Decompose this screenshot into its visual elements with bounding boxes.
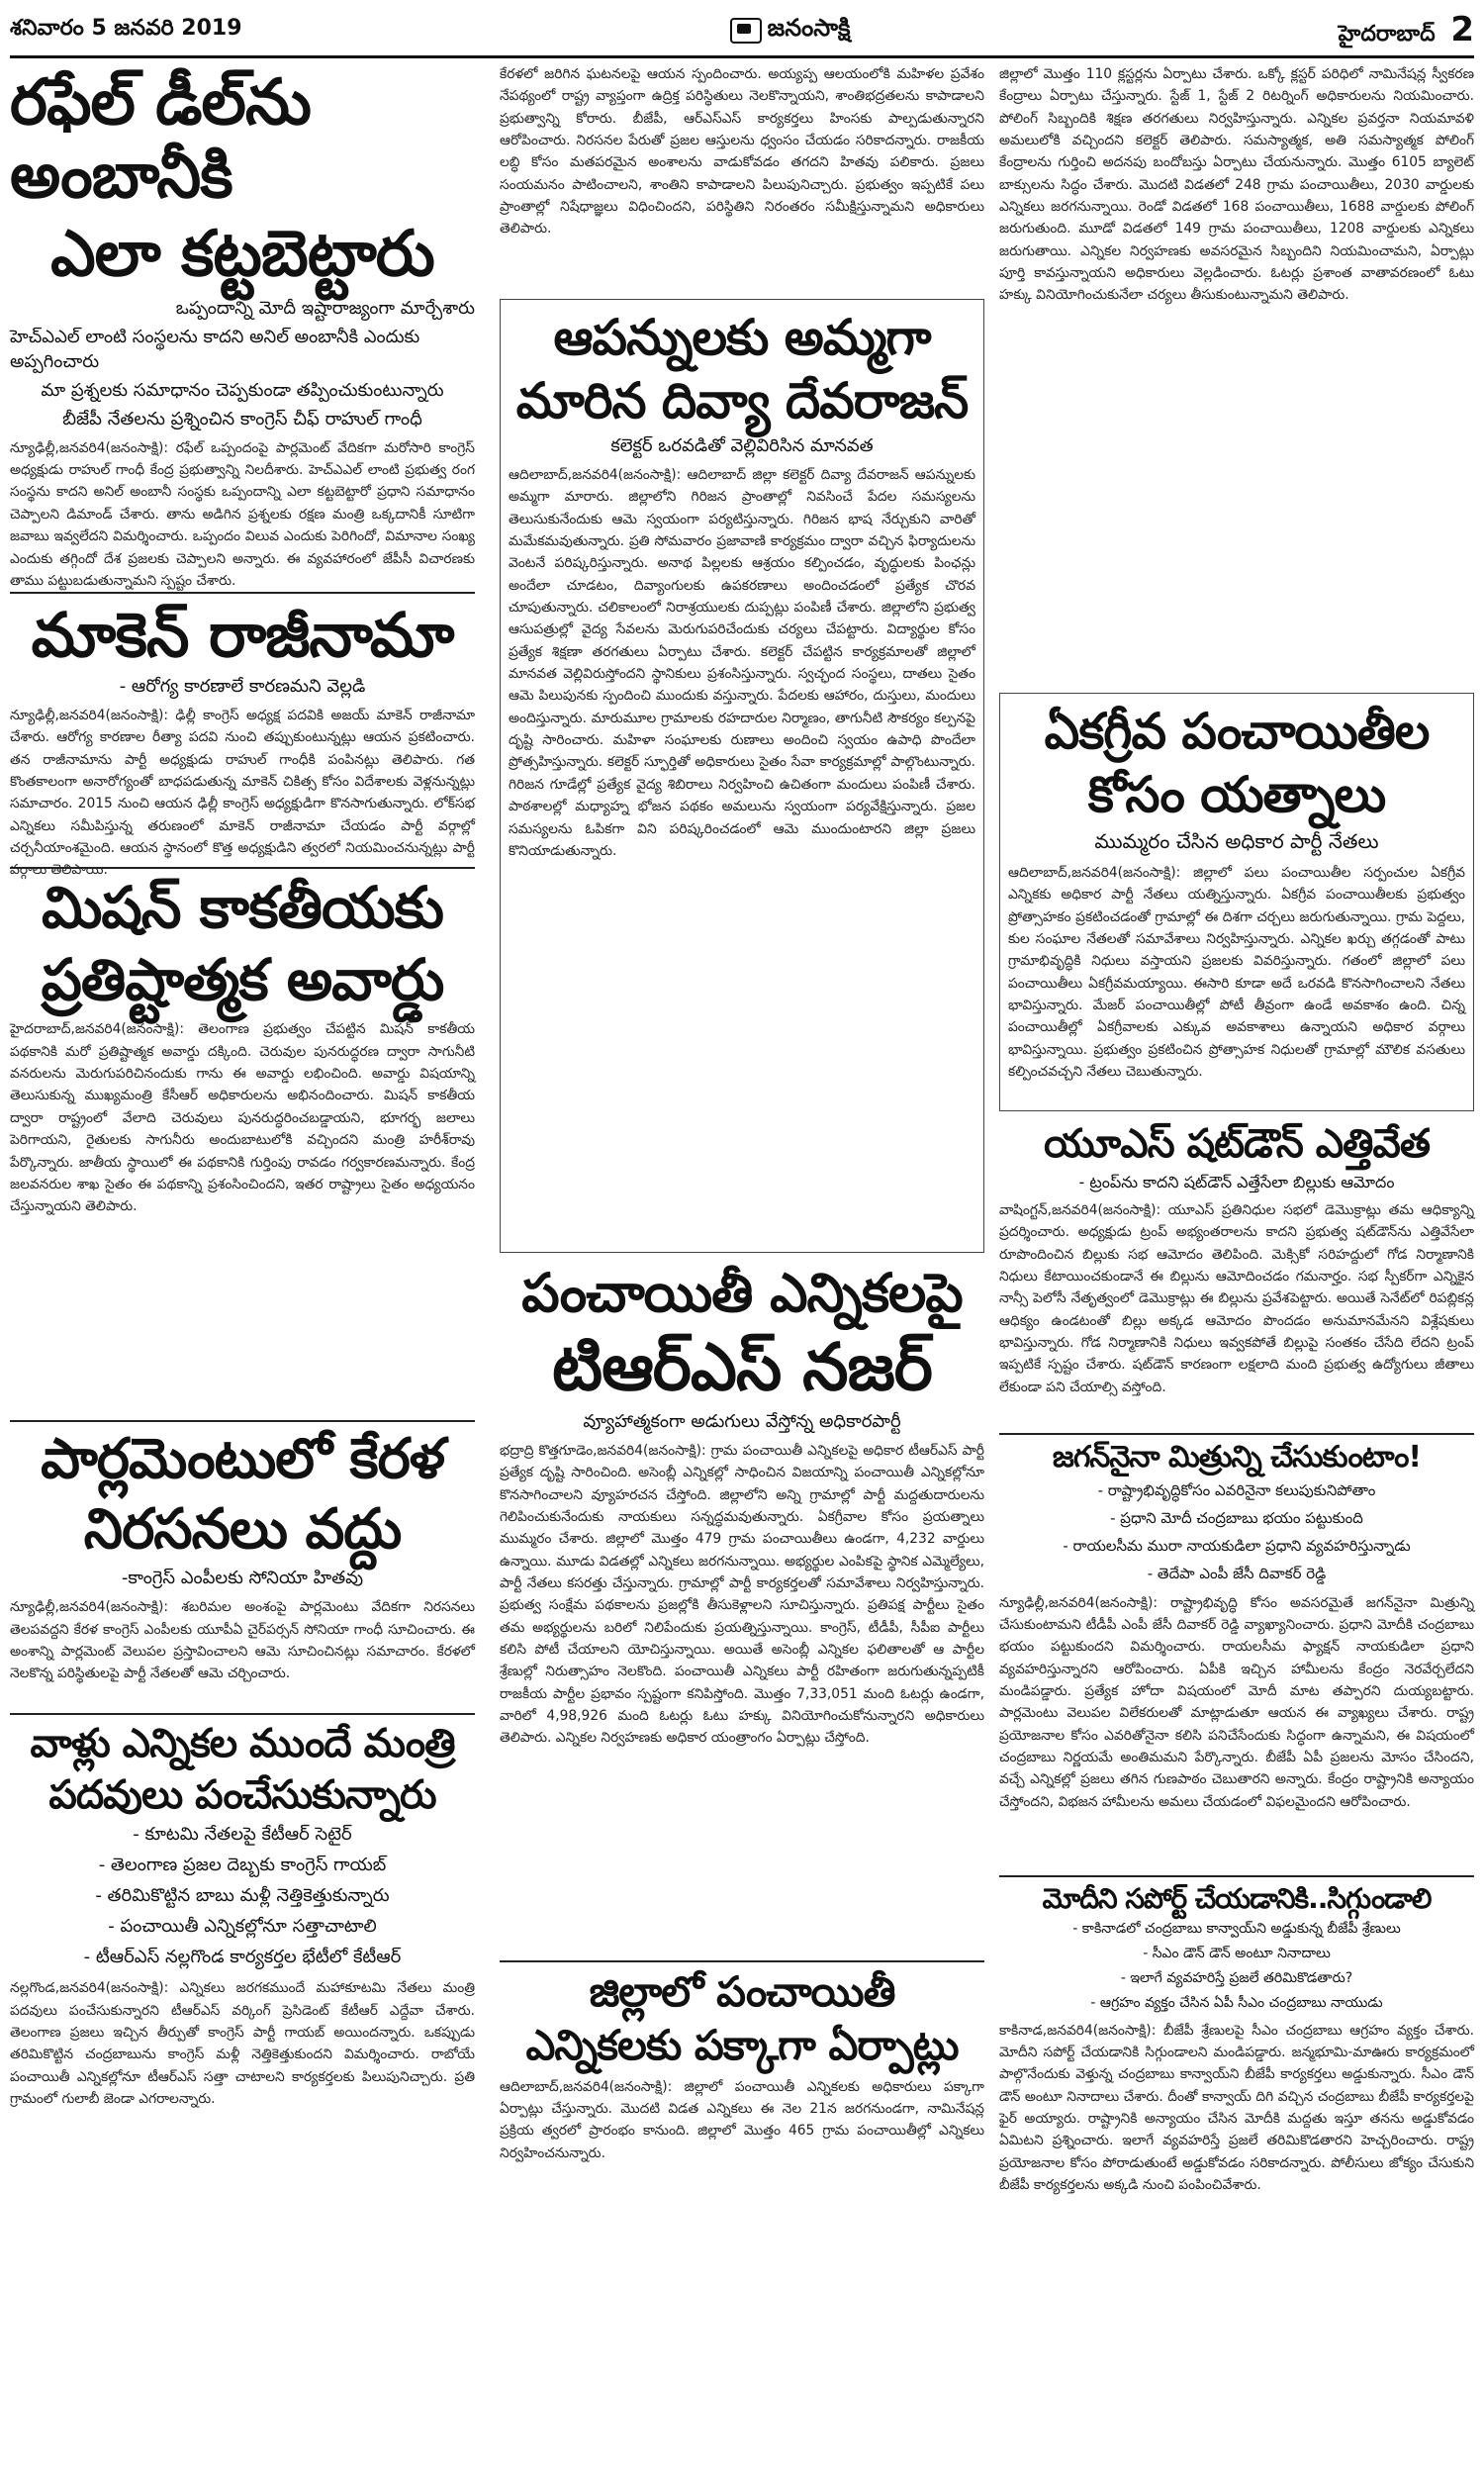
article-body: హైదరాబాద్,జనవరి4(జనంసాక్షి): తెలంగాణ ప్రభుత్వం చేపట్టిన మిషన్ కాకతీయ పథకానికి మరో ప్రతిష్టాత్మక అవార్డు దక్కింది. చెరువుల పునరుద్ధరణ ద్వారా సాగునీటి వనరులను మెరుగుపరిచినందుకు గాను ఈ అవార్డు లభించింది. అవార్డు విషయాన్ని తెలుసుకున్న ముఖ్యమంత్రి కేసీఆర్ అధికారులను అభినందించారు. మిషన్ కాకతీయ ద్వారా రాష్ట్రంలో వేలాది చెరువులు పునరుద్ధరించబడ్డాయని, భూగర్భ జలాలు పెరిగాయని, రైతులకు సాగునీరు అందుబాటులోకి వచ్చిందని మంత్రి హరీశ్‌రావు పేర్కొన్నారు. జాతీయ స్థాయిలో ఈ పథకానికి గుర్తింపు రావడం గర్వకారణమన్నారు. కేంద్ర జలవనరుల శాఖ సైతం ఈ పథకాన్ని ప్రశంసించిందని, ఇతర రాష్ట్రాలు సైతం అధ్యయనం చేస్తున్నాయని తెలిపారు.: [10, 1021, 475, 1215]
article-rafale: [10, 66, 475, 589]
paper-title: జనంసాక్షి: [767, 14, 851, 42]
article-body: భద్రాద్రి కొత్తగూడెం,జనవరి4(జనంసాక్షి): గ్రామ పంచాయితీ ఎన్నికలపై అధికార టీఆర్ఎస్ పార్టీ ప్రత్యేక దృష్టి సారించింది. అసెంబ్లీ ఎన్నికల్లో సాధించిన విజయాన్ని పంచాయితీ ఎన్నికల్లోనూ కొనసాగించాలని వ్యూహరచన చేస్తోంది. జిల్లాలోని అన్ని గ్రామాల్లో పార్టీ మద్దతుదారులను గెలిపించుకునేందుకు నాయకులు సన్నద్ధమవుతున్నారు. ఏకగ్రీవాల కోసం ప్రయత్నాలు ముమ్మరం చేశారు. జిల్లాలో మొత్తం 479 గ్రామ పంచాయితీలు ఉండగా, 4,232 వార్డులు ఉన్నాయి. మూడు విడతల్లో ఎన్నికలు జరగనున్నాయి. అభ్యర్థుల ఎంపికపై స్థానిక ఎమ్మెల్యేలు, పార్టీ నేతలు కసరత్తు చేస్తున్నారు. గ్రామాల్లో పార్టీ కార్యకర్తలతో సమావేశాలు నిర్వహిస్తున్నారు. ప్రభుత్వ సంక్షేమ పథకాలను ప్రజల్లోకి తీసుకెళ్లాలని సూచిస్తున్నారు. ప్రతిపక్ష పార్టీలు సైతం తమ అభ్యర్థులను బరిలో నిలిపేందుకు ప్రయత్నిస్తున్నాయి. కాంగ్రెస్, టీడీపీ, సీపీఐ పార్టీలు కలిసి పోటీ చేయాలని యోచిస్తున్నాయి. అయితే అసెంబ్లీ ఎన్నికల ఫలితాలతో ఆ పార్టీల శ్రేణుల్లో నిరుత్సాహం నెలకొంది. పంచాయితీ ఎన్నికలు పార్టీ రహితంగా జరుగుతున్నప్పటికీ రాజకీయ పార్టీల ప్రభావం స్పష్టంగా కనిపిస్తోంది. మొత్తం 7,33,051 మంది ఓటర్లు ఉండగా, వారిలో 4,98,926 మంది ఓటర్లు ఓటు హక్కు వినియోగించుకోనున్నారని అధికారులు తెలిపారు. ఎన్నికల నిర్వహణకు అధికార యంత్రాంగం ఏర్పాట్లు చేస్తోంది.: [500, 1442, 984, 1747]
article-unanimous-panchayats: [999, 693, 1474, 1111]
article-jc-diwakar: [999, 1441, 1474, 1869]
divider: [10, 1420, 475, 1422]
newspaper-logo-icon: [730, 18, 762, 44]
headline-unanimous-line1: ఏకగ్రీవ పంచాయితీల: [1044, 703, 1430, 760]
edition-city: హైదరాబాద్: [1338, 22, 1436, 47]
headline-ktr-line1: వాళ్లు ఎన్నికల ముందే మంత్రి: [30, 1721, 455, 1767]
subhead: మా ప్రశ్నలకు సమాధానం చెప్పకుండా తప్పించుకుంటున్నారు: [41, 379, 444, 401]
bullet-point: - రాయలసీమ మురా నాయకుడిలా ప్రధాని వ్యవహరిస్తున్నాడు: [1063, 1536, 1411, 1555]
bullet-point: - తెలంగాణ ప్రజల దెబ్బకు కాంగ్రెస్ గాయబ్: [98, 1855, 387, 1876]
divider: [10, 1713, 475, 1715]
article-ktr: [10, 1721, 475, 2126]
divider: [500, 1960, 984, 1962]
headline-maken: మాకెన్ రాజీనామా: [31, 598, 454, 671]
bullet-point: - ఆగ్రహం వ్యక్తం చేసిన ఏపీ సీఎం చంద్రబాబు నాయుడు: [1090, 1994, 1383, 2011]
article-mission-kakatiya: [10, 875, 475, 1414]
article-continuation: జిల్లాలో మొత్తం 110 క్లస్టర్లను ఏర్పాటు చేశారు. ఒక్కో క్లస్టర్ పరిధిలో నామినేషన్ల స్వీకరణ కేంద్రాలు ఏర్పాటు చేస్తున్నారు. స్టేజ్ 1, స్టేజ్ 2 రిటర్నింగ్ అధికారులను నియమించారు. పోలింగ్ సిబ్బందికి శిక్షణ తరగతులు నిర్వహిస్తున్నారు. ఎన్నికల ప్రవర్తనా నియమావళి అమలులోకి వచ్చిందని కలెక్టర్ తెలిపారు. సమస్యాత్మక, అతి సమస్యాత్మక పోలింగ్ కేంద్రాలను గుర్తించి అదనపు బందోబస్తు ఏర్పాటు చేయనున్నారు. మొత్తం 6105 బ్యాలెట్ బాక్సులను సిద్ధం చేశారు. మొదటి విడతలో 248 గ్రామ పంచాయితీలు, 2030 వార్డులకు ఎన్నికలు జరగనున్నాయి. రెండో విడతలో 168 పంచాయితీలు, 1688 వార్డులకు పోలింగ్ జరుగుతుంది. మూడో విడతలో 149 గ్రామ పంచాయితీలు, 1208 వార్డులకు ఎన్నికలు జరుగుతాయి. ఎన్నికల నిర్వహణకు అవసరమైన సిబ్బందిని నియమించామని, ఏర్పాట్లు పూర్తి కావస్తున్నాయని అధికారులు వెల్లడించారు. ఓటర్లు ప్రశాంత వాతావరణంలో ఓటు హక్కు వినియోగించుకునేలా చర్యలు తీసుకుంటున్నామని తెలిపారు.: [999, 66, 1474, 304]
subhead: ఒప్పందాన్ని మోదీ ఇష్టారాజ్యంగా మార్చేశారు: [175, 297, 475, 319]
article-maken: [10, 598, 475, 879]
edition: [1339, 10, 1474, 51]
masthead: [10, 6, 1474, 58]
headline-kakatiya-line2: ప్రతిష్టాత్మక అవార్డు: [41, 945, 444, 1013]
bullet-point: - కాకినాడలో చంద్రబాబు కాన్వాయ్‌ని అడ్డుకున్న బీజేపీ శ్రేణులు: [1072, 1920, 1401, 1937]
article-body: ఆదిలాబాద్,జనవరి4(జనంసాక్షి): జిల్లాలో పలు పంచాయితీల సర్పంచుల ఏకగ్రీవ ఎన్నికకు అధికార పార్టీ నేతలు యత్నిస్తున్నారు. ఏకగ్రీవ పంచాయితీలకు ప్రభుత్వం ప్రోత్సాహకం ప్రకటించడంతో గ్రామాల్లో ఈ దిశగా చర్చలు జరుగుతున్నాయి. గ్రామ పెద్దలు, కుల సంఘాల నేతలతో సమావేశాలు నిర్వహిస్తున్నారు. ఎన్నికల ఖర్చు తగ్గడంతో పాటు గ్రామాభివృద్ధికి నిధులు వస్తాయని ప్రజలకు వివరిస్తున్నారు. గతంలో జిల్లాలో పలు పంచాయితీలు ఏకగ్రీవమయ్యాయి. ఈసారి కూడా అదే ఒరవడి కొనసాగించాలని నేతలు భావిస్తున్నారు. మేజర్ పంచాయితీల్లో పోటీ తీవ్రంగా ఉండే అవకాశం ఉంది. చిన్న పంచాయితీల్లో ఏకగ్రీవాలకు ఎక్కువ అవకాశాలు ఉన్నాయని అధికార వర్గాలు భావిస్తున్నాయి. ప్రభుత్వం ప్రకటించిన ప్రోత్సాహక నిధులతో గ్రామాల్లో మౌలిక వసతులు కల్పించవచ్చని నేతలు చెబుతున్నారు.: [1008, 865, 1465, 1081]
headline-shutdown: యూఎస్ షట్‌డౌన్ ఎత్తివేత: [1043, 1121, 1430, 1167]
divider: [999, 1433, 1474, 1435]
article-body: కాకినాడ,జనవరి4(జనంసాక్షి): బీజేపీ శ్రేణులపై సీఎం చంద్రబాబు ఆగ్రహం వ్యక్తం చేశారు. మోదీని సపోర్ట్ చేయడానికి సిగ్గుండాలని మండిపడ్డారు. జన్మభూమి-మాఊరు కార్యక్రమంలో పాల్గొనేందుకు వెళ్తున్న చంద్రబాబు కాన్వాయ్‌ని బీజేపీ కార్యకర్తలు అడ్డుకున్నారు. సీఎం డౌన్ డౌన్ అంటూ నినాదాలు చేశారు. దీంతో కాన్వాయ్ దిగి వచ్చిన చంద్రబాబు బీజేపీ కార్యకర్తలపై ఫైర్ అయ్యారు. రాష్ట్రానికి అన్యాయం చేసిన మోదీకి మద్దతు ఇస్తూ తనను అడ్డుకోవడం ఏమిటని ప్రశ్నించారు. ఇలాగే వ్యవహరిస్తే ప్రజలే తరిమికొడతారని హెచ్చరించారు. రాష్ట్ర ప్రయోజనాల కోసం పోరాడుతుంటే అడ్డుకోవడం సరికాదన్నారు. పోలీసులు జోక్యం చేసుకుని బీజేపీ కార్యకర్తలను అక్కడి నుంచి పంపించివేశారు.: [999, 2022, 1474, 2194]
subhead: హెచ్ఎఎల్ లాంటి సంస్థలను కాదని అనిల్ అంబానీకి ఎందుకు అప్పగించారు: [10, 326, 420, 372]
article-body: ఆదిలాబాద్,జనవరి4(జనంసాక్షి): జిల్లాలో పంచాయితీ ఎన్నికలకు అధికారులు పక్కాగా ఏర్పాట్లు చేస్తున్నారు. మొదటి విడత ఎన్నికలు ఈ నెల 21న జరగనుండగా, నామినేషన్ల ప్రక్రియ త్వరలో ప్రారంభం కానుంది. జిల్లాలో మొత్తం 465 గ్రామ పంచాయితీల్లో ఎన్నికలు నిర్వహించనున్నారు.: [500, 2078, 984, 2161]
bullet-point: - రాష్ట్రాభివృద్ధికోసం ఎవరినైనా కలుపుకునిపోతాం: [1097, 1480, 1376, 1499]
bullet-point: - టీఆర్ఎస్ నల్లగొండ కార్యకర్తల భేటీలో కేటీఆర్: [83, 1947, 402, 1968]
article-kerala-protests: [10, 1428, 475, 1707]
paper-name: [730, 14, 851, 48]
headline-trs-line1: పంచాయితీ ఎన్నికలపై: [521, 1262, 963, 1324]
subhead: ముమ్మరం చేసిన అధికార పార్టీ నేతలు: [1094, 829, 1379, 853]
article-body: న్యూఢిల్లీ,జనవరి4(జనంసాక్షి): ఢిల్లీ కాంగ్రెస్ అధ్యక్ష పదవికి అజయ్ మాకెన్ రాజీనామా చేశారు. ఆరోగ్య కారణాల రీత్యా పదవి నుంచి తప్పుకుంటున్నట్లు ఆయన ప్రకటించారు. తన రాజీనామాను పార్టీ అధ్యక్షుడు రాహుల్ గాంధీకి పంపినట్లు తెలిపారు. గత కొంతకాలంగా అనారోగ్యంతో బాధపడుతున్న మాకెన్ చికిత్స కోసం విదేశాలకు వెళ్లనున్నట్లు సమాచారం. 2015 నుంచి ఆయన ఢిల్లీ కాంగ్రెస్ అధ్యక్షుడిగా కొనసాగుతున్నారు. లోక్‌సభ ఎన్నికలు సమీపిస్తున్న తరుణంలో మాకెన్ రాజీనామా చేయడం పార్టీ వర్గాల్లో చర్చనీయాంశమైంది. ఆయన స్థానంలో కొత్త అధ్యక్షుడిని త్వరలో నియమించనున్నట్లు పార్టీ వర్గాలు తెలిపాయి.: [10, 708, 475, 879]
subhead: -కాంగ్రెస్ ఎంపీలకు సోనియా హితవు: [121, 1568, 364, 1589]
headline-modi-support: మోదీని సపోర్ట్ చేయడానికి..సిగ్గుండాలి: [1042, 1881, 1432, 1915]
article-modi-support: [999, 1883, 1474, 2307]
headline-jagan: జగన్‌నైనా మిత్రున్ని చేసుకుంటాం!: [1052, 1440, 1422, 1475]
article-body: నల్లగొండ,జనవరి4(జనంసాక్షి): ఎన్నికలు జరగకముందే మహాకూటమి నేతలు మంత్రి పదవులు పంచేసుకున్నారని టీఆర్ఎస్ వర్కింగ్ ప్రెసిడెంట్ కేటీఆర్ ఎద్దేవా చేశారు. తెలంగాణ ప్రజలు ఇచ్చిన తీర్పుతో కాంగ్రెస్ పార్టీ గాయబ్ అయిందన్నారు. ఒకప్పుడు తరిమికొట్టిన చంద్రబాబును కాంగ్రెస్ మళ్లీ నెత్తికెత్తుకుందని విమర్శించారు. రాబోయే పంచాయితీ ఎన్నికల్లోనూ టీఆర్ఎస్ సత్తా చాటాలని కార్యకర్తలకు పిలుపునిచ్చారు. ప్రతి గ్రామంలో గులాబీ జెండా ఎగరాలన్నారు.: [10, 1980, 475, 2107]
article-trs-panchayat: [500, 1263, 984, 1954]
headline-arrangements-line1: జిల్లాలో పంచాయితీ: [589, 1966, 895, 2016]
column-right: [999, 63, 1474, 2307]
subhead: కలెక్టర్ ఒరవడితో వెల్లివిరిసిన మానవత: [610, 435, 874, 456]
bullet-point: - తరిమికొట్టిన బాబు మళ్లీ నెత్తికెత్తుకున్నారు: [95, 1885, 390, 1907]
headline-kerala-line1: పార్లమెంటులో కేరళ: [41, 1427, 444, 1492]
headline-rafale-line2: ఎలా కట్టబెట్టారు: [50, 218, 434, 292]
subhead: వ్యూహాత్మకంగా అడుగులు వేస్తోన్న అధికారపార్టీ: [583, 1410, 901, 1432]
article-divya-devarajan: [500, 299, 984, 1253]
headline-kerala-line2: నిరసనలు వద్దు: [83, 1496, 402, 1562]
bullet-point: - సీఎం డౌన్ డౌన్ అంటూ నినాదాలు: [1143, 1945, 1331, 1961]
article-body: న్యూఢిల్లీ,జనవరి4(జనంసాక్షి): రఫేల్ ఒప్పందంపై పార్లమెంట్ వేదికగా మరోసారి కాంగ్రెస్ అధ్యక్షుడు రాహుల్ గాంధీ కేంద్ర ప్రభుత్వాన్ని నిలదీశారు. హెచ్ఎఎల్ లాంటి ప్రభుత్వ రంగ సంస్థను కాదని అనిల్ అంబానీ సంస్థకు ఒప్పందాన్ని ఎలా కట్టబెట్టారో ప్రధాని సమాధానం చెప్పాలని డిమాండ్ చేశారు. తాను అడిగిన ప్రశ్నలకు రక్షణ మంత్రి ఒక్కదానికీ సూటిగా జవాబు ఇవ్వలేదని విమర్శించారు. ఒప్పందం విలువ ఎందుకు పెరిగిందో, విమానాల సంఖ్య ఎందుకు తగ్గిందో దేశ ప్రజలకు చెప్పాలని అన్నారు. ఈ వ్యవహారంలో జేపీసీ విచారణకు తాము పట్టుబడుతున్నామని స్పష్టం చేశారు.: [10, 439, 475, 589]
headline-divya-line1: ఆపన్నులకు అమ్మగా: [553, 309, 931, 366]
headline-unanimous-line2: కోసం యత్నాలు: [1087, 765, 1386, 823]
headline-divya-line2: మారిన దివ్యా దేవరాజన్: [515, 371, 969, 429]
article-continuation: కేరళలో జరిగిన ఘటనలపై ఆయన స్పందించారు. అయ్యప్ప ఆలయంలోకి మహిళల ప్రవేశం నేపథ్యంలో రాష్ట్ర వ్యాప్తంగా ఉద్రిక్త పరిస్థితులు నెలకొన్నాయని, శాంతిభద్రతలను కాపాడాలని ప్రభుత్వాన్ని కోరారు. బీజేపీ, ఆర్ఎస్ఎస్ కార్యకర్తలు హింసకు పాల్పడుతున్నారని ఆరోపించారు. నిరసనల పేరుతో ప్రజల ఆస్తులను ధ్వంసం చేయడం సరికాదన్నారు. రాజకీయ లబ్ధి కోసం మతపరమైన అంశాలను వాడుకోవడం తగదని హితవు పలికారు. ప్రజలు సంయమనం పాటించాలని, శాంతిని కాపాడాలని పిలుపునిచ్చారు. ప్రభుత్వం ఇప్పటికే పలు ప్రాంతాల్లో నిషేధాజ్ఞలు విధించిందని, పరిస్థితిని నిరంతరం సమీక్షిస్తున్నామని అధికారులు తెలిపారు.: [500, 66, 984, 238]
bullet-point: - ఇలాగే వ్యవహరిస్తే ప్రజలే తరిమికొడతారు?: [1120, 1969, 1353, 1986]
subhead: - ట్రంప్‌ను కాదని షట్‌డౌన్ ఎత్తేసేలా బిల్లుకు ఆమోదం: [1078, 1173, 1395, 1191]
article-body: ఆదిలాబాద్,జనవరి4(జనంసాక్షి): ఆదిలాబాద్ జిల్లా కలెక్టర్ దివ్యా దేవరాజన్ ఆపన్నులకు అమ్మగా మారారు. జిల్లాలోని గిరిజన ప్రాంతాల్లో నివసించే పేదల సమస్యలను తెలుసుకునేందుకు ఆమె స్వయంగా పర్యటిస్తున్నారు. గిరిజన భాష నేర్చుకుని వారితో మమేకమవుతున్నారు. ప్రతి సోమవారం ప్రజావాణి కార్యక్రమం ద్వారా వచ్చిన ఫిర్యాదులను వెంటనే పరిష్కరిస్తున్నారు. అనాథ పిల్లలకు ఆశ్రయం కల్పించడం, వృద్ధులకు పింఛన్లు అందేలా చూడటం, దివ్యాంగులకు ఉపకరణాలు అందించడంలో ప్రత్యేక చొరవ చూపుతున్నారు. చలికాలంలో నిరాశ్రయులకు దుప్పట్లు పంపిణీ చేశారు. జిల్లాలోని ప్రభుత్వ ఆసుపత్రుల్లో వైద్య సేవలను మెరుగుపరిచేందుకు చర్యలు చేపట్టారు. విద్యార్థుల కోసం ప్రత్యేక శిక్షణా తరగతులు ఏర్పాటు చేశారు. కలెక్టర్ చేపట్టిన కార్యక్రమాలతో జిల్లాలో మానవత వెల్లివిరుస్తోందని స్థానికులు ప్రశంసిస్తున్నారు. స్వచ్ఛంద సంస్థలు, దాతలు సైతం ఆమె పిలుపునకు స్పందించి ముందుకు వస్తున్నారు. పేదలకు ఆహారం, దుస్తులు, మందులు అందిస్తున్నారు. మారుమూల గ్రామాలకు రహదారుల నిర్మాణం, తాగునీటి సౌకర్యం కల్పనపై దృష్టి సారించారు. మహిళా సంఘాలకు రుణాలు అందించి స్వయం ఉపాధి పొందేలా ప్రోత్సహిస్తున్నారు. కలెక్టర్ స్ఫూర్తితో అధికారులు సైతం సేవా కార్యక్రమాల్లో పాల్గొంటున్నారు. గిరిజన గూడేల్లో ప్రత్యేక వైద్య శిబిరాలు నిర్వహించి ఉచితంగా మందులు పంపిణీ చేశారు. పాఠశాలల్లో మధ్యాహ్న భోజన పథకం అమలును స్వయంగా పర్యవేక్షిస్తున్నారు. ప్రజల సమస్యలను ఓపికగా విని పరిష్కరించడంలో ఆమె ముందుంటారని జిల్లా ప్రజలు కొనియాడుతున్నారు.: [509, 467, 975, 859]
divider: [999, 1875, 1474, 1877]
headline-rafale-line1: రఫేల్ డీల్‌ను అంబానీకి: [10, 66, 311, 213]
column-left: [10, 63, 475, 2126]
headline-trs-line2: టిఆర్ఎస్ నజర్: [552, 1329, 932, 1406]
subhead: - ఆరోగ్య కారణాలే కారణమని వెల్లడి: [119, 676, 366, 698]
subhead: బీజేపీ నేతలను ప్రశ్నించిన కాంగ్రెస్ చీఫ్ రాహుల్ గాంధీ: [62, 408, 422, 429]
headline-kakatiya-line1: మిషన్ కాకతీయకు: [42, 874, 443, 942]
bullet-point: - పంచాయితీ ఎన్నికల్లోనూ సత్తాచాటాలి: [108, 1916, 377, 1938]
bullet-point: - ప్రధాని మోదీ చంద్రబాబు భయం పట్టుకుంది: [1110, 1508, 1363, 1527]
article-body: వాషింగ్టన్,జనవరి4(జనంసాక్షి): యూఎస్ ప్రతినిధుల సభలో డెమొక్రాట్లు తమ ఆధిక్యాన్ని ప్రదర్శించారు. అధ్యక్షుడు ట్రంప్ అభ్యంతరాలను కాదని ప్రభుత్వ షట్‌డౌన్‌ను ఎత్తివేసేలా రూపొందించిన బిల్లుకు సభ ఆమోదం తెలిపింది. మెక్సికో సరిహద్దులో గోడ నిర్మాణానికి నిధులు కేటాయించకుండానే ఈ బిల్లును ఆమోదించడం గమనార్హం. సభ స్పీకర్‌గా ఎన్నికైన నాన్సీ పెలోసీ నేతృత్వంలో డెమొక్రాట్లు ఈ బిల్లును ప్రవేశపెట్టారు. అయితే సెనేట్‌లో రిపబ్లికన్ల ఆధిక్యం ఉండటంతో బిల్లు అక్కడ ఆమోదం పొందడం అనుమానమేనని విశ్లేషకులు భావిస్తున్నారు. గోడ నిర్మాణానికి నిధులు ఇవ్వకపోతే బిల్లుపై సంతకం చేసేది లేదని ట్రంప్ ఇప్పటికే స్పష్టం చేశారు. షట్‌డౌన్ కారణంగా లక్షలాది మంది ప్రభుత్వ ఉద్యోగులు జీతాలు లేకుండా పని చేయాల్సి వస్తోంది.: [999, 1202, 1474, 1395]
article-us-shutdown: [999, 1121, 1474, 1427]
headline-arrangements-line2: ఎన్నికలకు పక్కాగా ఏర్పాట్లు: [525, 2021, 959, 2070]
article-body: న్యూఢిల్లీ,జనవరి4(జనంసాక్షి): రాష్ట్రాభివృద్ధి కోసం అవసరమైతే జగన్‌నైనా మిత్రున్ని చేసుకుంటామని టీడీపీ ఎంపీ జేసీ దివాకర్ రెడ్డి వ్యాఖ్యానించారు. ప్రధాని మోదీకి చంద్రబాబు భయం పట్టుకుందని విమర్శించారు. రాయలసీమ ఫ్యాక్షన్ నాయకుడిలా ప్రధాని వ్యవహరిస్తున్నారని ఆరోపించారు. ఏపీకి ఇచ్చిన హామీలను కేంద్రం నెరవేర్చలేదని మండిపడ్డారు. ప్రత్యేక హోదా విషయంలో మోదీ మాట తప్పారని దుయ్యబట్టారు. పార్లమెంటు వెలుపల విలేకరులతో మాట్లాడుతూ ఆయన ఈ వ్యాఖ్యలు చేశారు. రాష్ట్ర ప్రయోజనాల కోసం ఎవరితోనైనా కలిసి పనిచేసేందుకు సిద్ధంగా ఉన్నామని, ఈ విషయంలో చంద్రబాబు నిర్ణయమే అంతిమమని పేర్కొన్నారు. బీజేపీ ఏపీ ప్రజలను మోసం చేసిందని, వచ్చే ఎన్నికల్లో ప్రజలు తగిన గుణపాఠం చెబుతారని అన్నారు. కేంద్రం రాష్ట్రానికి అన్యాయం చేస్తోందని, విభజన హామీలను అమలు చేయడంలో విఫలమైందని ఆరోపించారు.: [999, 1594, 1474, 1810]
bullet-point: - తెదేపా ఎంపీ జేసీ దివాకర్ రెడ్డి: [1147, 1564, 1327, 1582]
article-body: న్యూఢిల్లీ,జనవరి4(జనంసాక్షి): శబరిమల అంశంపై పార్లమెంటు వేదికగా నిరసనలు తెలపవద్దని కేరళ కాంగ్రెస్ ఎంపీలకు యూపీఏ చైర్‌పర్సన్ సోనియా గాంధీ సూచించారు. ఈ అంశాన్ని పార్లమెంట్ వెలుపల ప్రస్తావించాలని ఆమె సూచించినట్లు సమాచారం. కేరళలో నెలకొన్న పరిస్థితులపై పార్టీ నేతలతో ఆమె చర్చించారు.: [10, 1599, 475, 1682]
bullet-point: - కూటమి నేతలపై కేటీఆర్ సెటైర్: [133, 1824, 352, 1846]
issue-date: శనివారం 5 జనవరి 2019: [10, 16, 242, 41]
column-middle: [500, 63, 984, 2161]
page-number: 2: [1450, 10, 1474, 49]
article-district-arrangements: [500, 1966, 984, 2161]
headline-ktr-line2: పదవులు పంచేసుకున్నారు: [48, 1772, 436, 1819]
